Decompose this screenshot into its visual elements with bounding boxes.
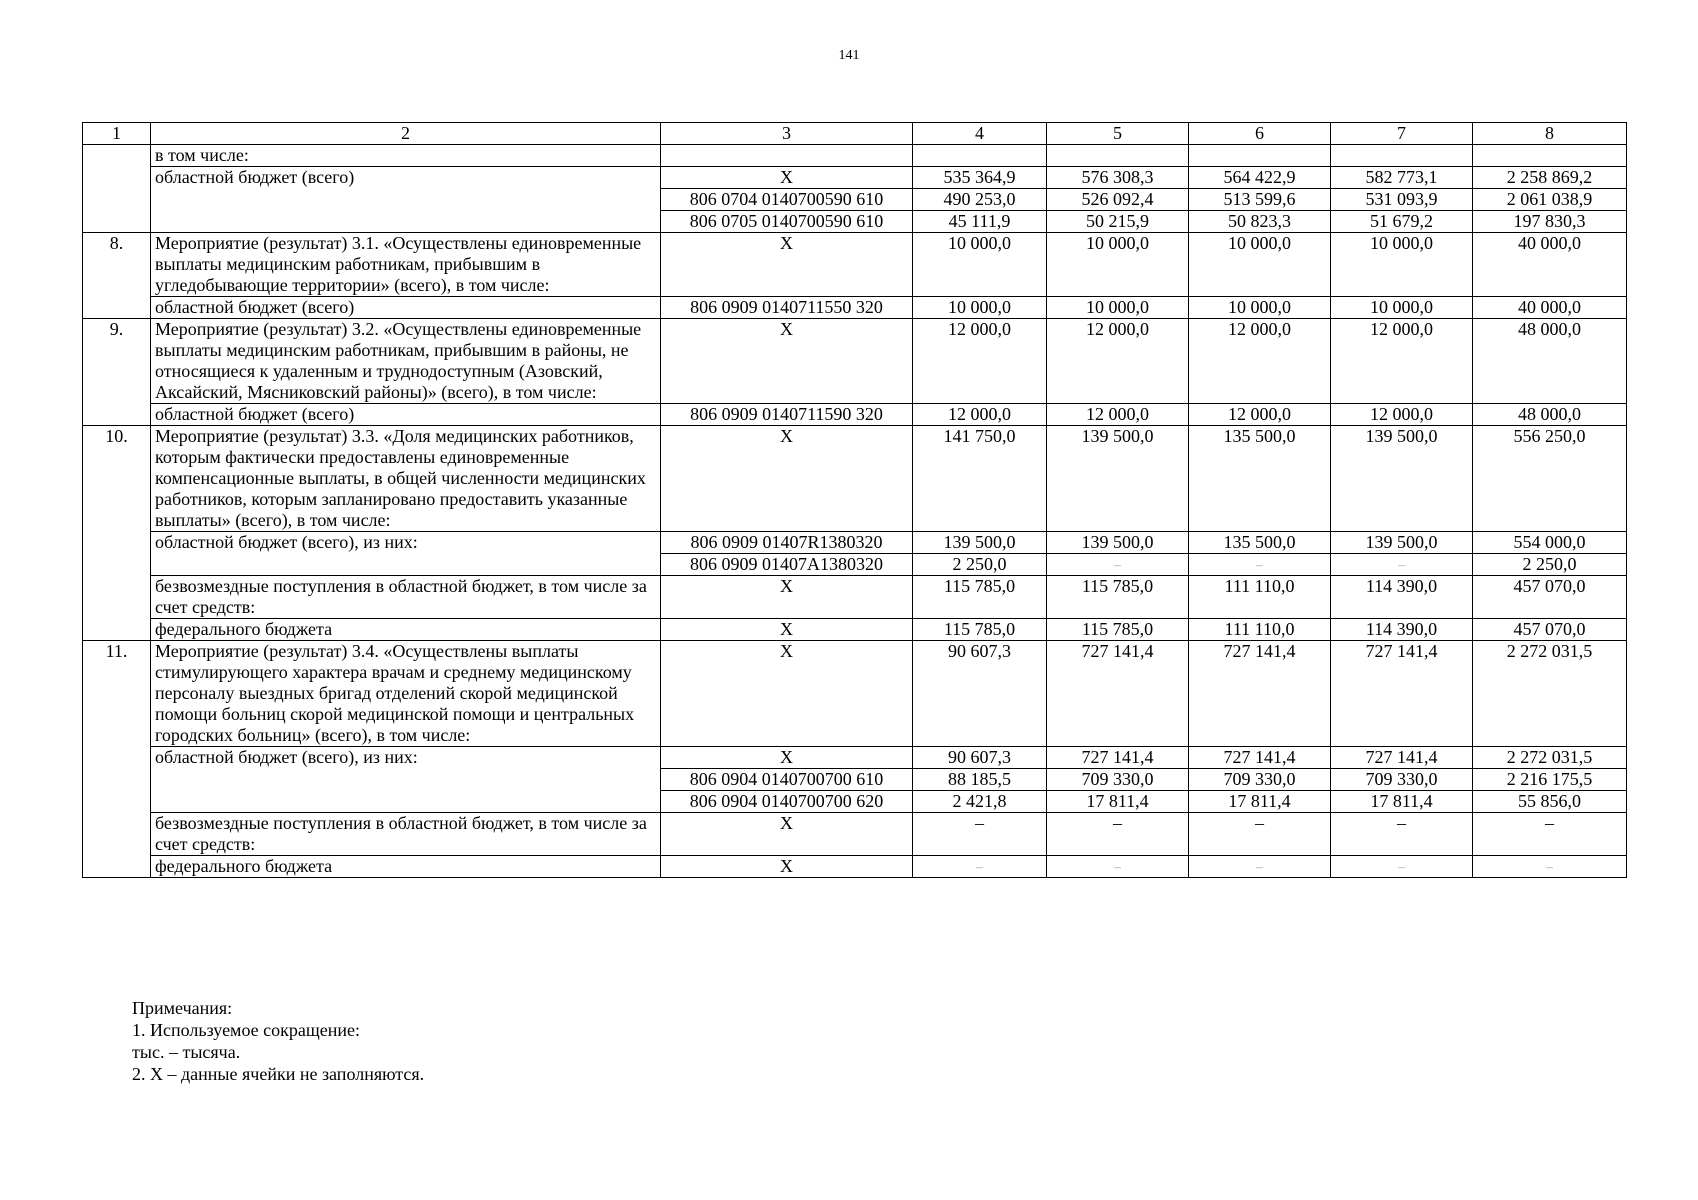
table-row [83,532,1627,554]
value-cell: 115 785,0 [913,619,1047,641]
row-number-cell: 11. [83,641,151,878]
value-cell: 90 607,3 [913,747,1047,769]
table-row [83,404,1627,426]
value-cell: 90 607,3 [913,641,1047,747]
value-cell: 141 750,0 [913,426,1047,532]
empty-dash-cell: – [1047,856,1189,878]
value-cell: 10 000,0 [1047,233,1189,297]
description-cell: областной бюджет (всего) [151,297,661,319]
value-cell: 139 500,0 [1331,532,1473,554]
value-cell: 10 000,0 [913,233,1047,297]
value-cell: 535 364,9 [913,167,1047,189]
value-cell: 2 216 175,5 [1473,769,1627,791]
value-cell: 10 000,0 [1331,233,1473,297]
value-cell: 139 500,0 [1047,426,1189,532]
note-line: 1. Используемое сокращение: [132,1020,360,1040]
value-cell: 114 390,0 [1331,576,1473,619]
value-cell: 513 599,6 [1189,189,1331,211]
row-number-cell: 8. [83,233,151,319]
table-row [83,167,1627,189]
table-row [83,813,1627,856]
code-cell: 806 0704 0140700590 610 [661,189,913,211]
description-cell: федерального бюджета [151,619,661,641]
value-cell: 48 000,0 [1473,319,1627,404]
description-cell: в том числе: [151,145,661,167]
code-cell [661,145,913,167]
table-header-row [83,123,1627,145]
header-cell-1: 1 [83,123,151,145]
code-cell: 806 0909 0140711590 320 [661,404,913,426]
code-cell: Х [661,813,913,856]
value-cell: 709 330,0 [1047,769,1189,791]
code-cell: 806 0909 01407А1380320 [661,554,913,576]
value-cell: 564 422,9 [1189,167,1331,189]
code-cell: 806 0909 0140711550 320 [661,297,913,319]
value-cell: 197 830,3 [1473,211,1627,233]
value-cell: 490 253,0 [913,189,1047,211]
value-cell: 12 000,0 [1189,319,1331,404]
value-cell: – [1047,813,1189,856]
empty-dash-cell: – [1189,856,1331,878]
value-cell: 727 141,4 [1047,747,1189,769]
value-cell: 12 000,0 [1331,319,1473,404]
code-cell: 806 0904 0140700700 610 [661,769,913,791]
value-cell: 457 070,0 [1473,619,1627,641]
table-row [83,747,1627,769]
table-row [83,233,1627,297]
value-cell: 40 000,0 [1473,297,1627,319]
empty-dash-cell: – [1189,554,1331,576]
description-cell: Мероприятие (результат) 3.2. «Осуществлены единовременные выплаты медицинским работникам, прибывшим в районы, не относящиеся к удаленным и труднодоступным (Азовский, Аксайский, Мясниковский районы)» (всего), в том числе: [151,319,661,404]
code-cell: Х [661,747,913,769]
description-cell: областной бюджет (всего) [151,404,661,426]
value-cell: 88 185,5 [913,769,1047,791]
description-cell: областной бюджет (всего), из них: [151,747,661,813]
table-row [83,319,1627,404]
value-cell: 55 856,0 [1473,791,1627,813]
value-cell: 10 000,0 [1047,297,1189,319]
value-cell: 139 500,0 [913,532,1047,554]
value-cell: – [913,813,1047,856]
value-cell: 12 000,0 [1189,404,1331,426]
notes-title: Примечания: [132,998,233,1018]
description-cell: областной бюджет (всего) [151,167,661,233]
value-cell: 2 272 031,5 [1473,747,1627,769]
code-cell: 806 0705 0140700590 610 [661,211,913,233]
notes-block [132,997,424,1085]
header-cell-7: 7 [1331,123,1473,145]
value-cell: – [1331,813,1473,856]
value-cell: 17 811,4 [1047,791,1189,813]
value-cell: 111 110,0 [1189,576,1331,619]
value-cell: 139 500,0 [1331,426,1473,532]
value-cell: 51 679,2 [1331,211,1473,233]
value-cell: 10 000,0 [1189,297,1331,319]
code-cell: Х [661,233,913,297]
value-cell: 10 000,0 [1331,297,1473,319]
table-row [83,619,1627,641]
value-cell: 582 773,1 [1331,167,1473,189]
code-cell: 806 0904 0140700700 620 [661,791,913,813]
header-cell-3: 3 [661,123,913,145]
value-cell: 17 811,4 [1331,791,1473,813]
description-cell: безвозмездные поступления в областной бюджет, в том числе за счет средств: [151,813,661,856]
table-row [83,145,1627,167]
value-cell: 17 811,4 [1189,791,1331,813]
value-cell: 2 061 038,9 [1473,189,1627,211]
value-cell: 709 330,0 [1331,769,1473,791]
value-cell: 12 000,0 [1047,404,1189,426]
code-cell: Х [661,856,913,878]
header-cell-5: 5 [1047,123,1189,145]
row-number-cell: 9. [83,319,151,426]
value-cell: 727 141,4 [1189,747,1331,769]
code-cell: Х [661,426,913,532]
value-cell: 114 390,0 [1331,619,1473,641]
value-cell [1047,145,1189,167]
table-row [83,641,1627,747]
value-cell: 727 141,4 [1331,641,1473,747]
table-row [83,426,1627,532]
value-cell: 12 000,0 [913,404,1047,426]
value-cell: 50 215,9 [1047,211,1189,233]
value-cell [913,145,1047,167]
value-cell: 526 092,4 [1047,189,1189,211]
value-cell [1189,145,1331,167]
value-cell: 135 500,0 [1189,532,1331,554]
budget-table [82,122,1627,878]
empty-dash-cell: – [1331,856,1473,878]
value-cell: 576 308,3 [1047,167,1189,189]
code-cell: Х [661,167,913,189]
value-cell: 531 093,9 [1331,189,1473,211]
code-cell: Х [661,619,913,641]
page-number: 141 [838,48,860,63]
value-cell: 2 258 869,2 [1473,167,1627,189]
value-cell: 2 421,8 [913,791,1047,813]
value-cell: 135 500,0 [1189,426,1331,532]
value-cell [1331,145,1473,167]
code-cell: Х [661,576,913,619]
header-cell-2: 2 [151,123,661,145]
value-cell: 115 785,0 [1047,619,1189,641]
header-cell-6: 6 [1189,123,1331,145]
value-cell: 727 141,4 [1047,641,1189,747]
header-cell-8: 8 [1473,123,1627,145]
value-cell: 45 111,9 [913,211,1047,233]
value-cell: 48 000,0 [1473,404,1627,426]
value-cell: 554 000,0 [1473,532,1627,554]
table-row [83,297,1627,319]
empty-dash-cell: – [913,856,1047,878]
description-cell: областной бюджет (всего), из них: [151,532,661,576]
value-cell: 727 141,4 [1331,747,1473,769]
value-cell: 2 250,0 [1473,554,1627,576]
value-cell: 50 823,3 [1189,211,1331,233]
value-cell: 40 000,0 [1473,233,1627,297]
value-cell: 115 785,0 [913,576,1047,619]
description-cell: Мероприятие (результат) 3.4. «Осуществлены выплаты стимулирующего характера врачам и среднему медицинскому персоналу выездных бригад отделений скорой медицинской помощи больниц скорой медицинской помощи и центральных городских больниц» (всего), в том числе: [151,641,661,747]
value-cell: 12 000,0 [1047,319,1189,404]
note-line: 2. Х – данные ячейки не заполняются. [132,1064,425,1084]
note-line: тыс. – тысяча. [132,1042,241,1062]
value-cell: 139 500,0 [1047,532,1189,554]
row-number-cell: 10. [83,426,151,641]
value-cell: 12 000,0 [913,319,1047,404]
value-cell: 556 250,0 [1473,426,1627,532]
value-cell: – [1189,813,1331,856]
description-cell: Мероприятие (результат) 3.3. «Доля медицинских работников, которым фактически предоставлены единовременные компенсационные выплаты, в общей численности медицинских работников, которым запланировано предоставить указанные выплаты» (всего), в том числе: [151,426,661,532]
header-cell-4: 4 [913,123,1047,145]
value-cell [1473,145,1627,167]
row-number-cell [83,145,151,233]
value-cell: 115 785,0 [1047,576,1189,619]
value-cell: 2 272 031,5 [1473,641,1627,747]
description-cell: Мероприятие (результат) 3.1. «Осуществлены единовременные выплаты медицинским работникам, прибывшим в угледобывающие территории» (всего), в том числе: [151,233,661,297]
empty-dash-cell: – [1047,554,1189,576]
value-cell: 2 250,0 [913,554,1047,576]
code-cell: Х [661,641,913,747]
value-cell: 457 070,0 [1473,576,1627,619]
value-cell: 111 110,0 [1189,619,1331,641]
value-cell: 709 330,0 [1189,769,1331,791]
empty-dash-cell: – [1473,856,1627,878]
table-row [83,856,1627,878]
value-cell: – [1473,813,1627,856]
code-cell: Х [661,319,913,404]
empty-dash-cell: – [1331,554,1473,576]
value-cell: 12 000,0 [1331,404,1473,426]
value-cell: 10 000,0 [913,297,1047,319]
value-cell: 727 141,4 [1189,641,1331,747]
description-cell: безвозмездные поступления в областной бюджет, в том числе за счет средств: [151,576,661,619]
description-cell: федерального бюджета [151,856,661,878]
code-cell: 806 0909 01407R1380320 [661,532,913,554]
table-row [83,576,1627,619]
value-cell: 10 000,0 [1189,233,1331,297]
